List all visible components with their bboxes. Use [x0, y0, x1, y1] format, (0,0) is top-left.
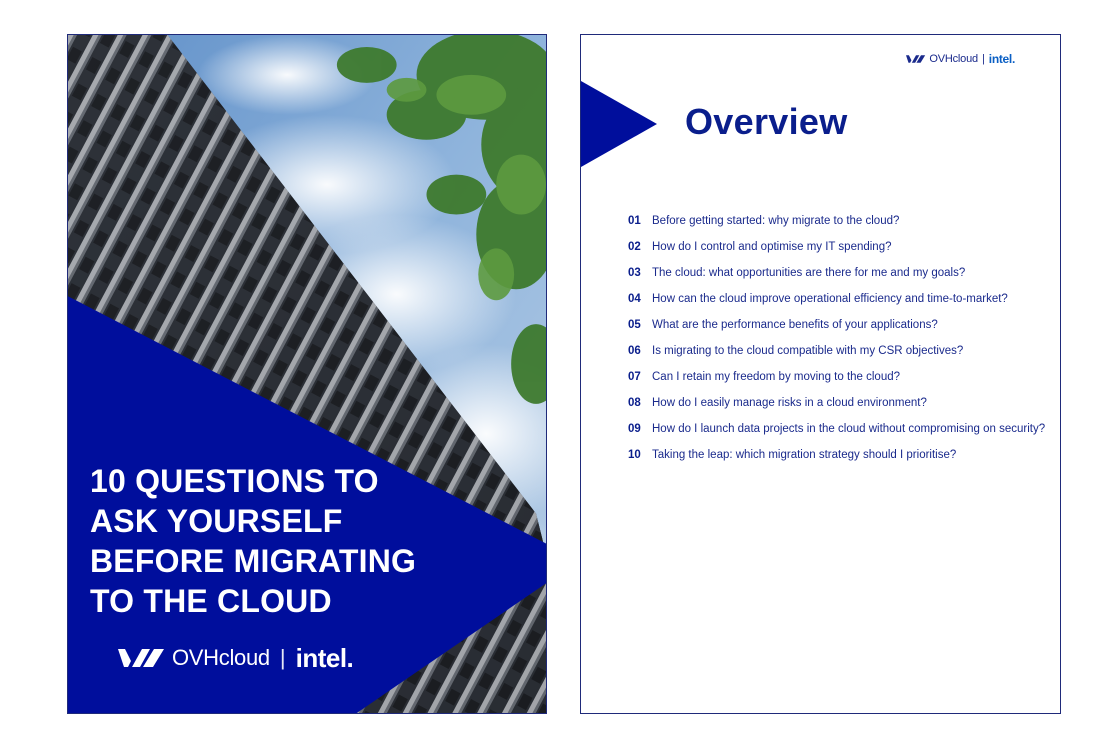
table-of-contents [628, 208, 1048, 468]
toc-item[interactable] [628, 416, 1048, 442]
toc-item[interactable] [628, 260, 1048, 286]
toc-item-text: How can the cloud improve operational efficiency and time-to-market? [652, 293, 1008, 305]
cover-title-line: BEFORE MIGRATING [90, 543, 417, 579]
toc-item-number: 06 [628, 345, 641, 357]
toc-item-number: 08 [628, 397, 641, 409]
header-logo [906, 52, 1015, 66]
toc-item-number: 09 [628, 423, 641, 435]
cover-title-line: ASK YOURSELF [90, 503, 343, 539]
toc-item[interactable] [628, 338, 1048, 364]
cover-title-line: 10 QUESTIONS TO [90, 463, 379, 499]
toc-item-text: Taking the leap: which migration strategy should I prioritise? [652, 449, 957, 461]
cover-title-line: TO THE CLOUD [90, 583, 332, 619]
toc-item-text: How do I launch data projects in the cloud without compromising on security? [652, 423, 1046, 435]
toc-item-text: What are the performance benefits of your applications? [652, 319, 938, 331]
toc-item[interactable] [628, 364, 1048, 390]
intel-wordmark: intel. [295, 642, 354, 673]
overview-page [580, 34, 1061, 714]
cover-logo [118, 641, 353, 675]
toc-item-text: Before getting started: why migrate to the cloud? [652, 215, 900, 227]
toc-item[interactable] [628, 442, 1048, 468]
logo-separator: | [279, 645, 286, 670]
ovhcloud-wordmark: OVHcloud [929, 53, 978, 65]
ovhcloud-logo-icon [118, 647, 166, 669]
intel-wordmark: intel. [988, 52, 1015, 66]
toc-item[interactable] [628, 208, 1048, 234]
toc-item-number: 10 [628, 449, 641, 461]
toc-item-number: 01 [628, 215, 641, 227]
toc-item[interactable] [628, 312, 1048, 338]
toc-item-number: 04 [628, 293, 641, 305]
toc-item[interactable] [628, 234, 1048, 260]
toc-item[interactable] [628, 390, 1048, 416]
toc-item-text: How do I control and optimise my IT spending? [652, 241, 892, 253]
toc-item-text: Is migrating to the cloud compatible with my CSR objectives? [652, 345, 964, 357]
ovhcloud-wordmark: OVHcloud [172, 645, 270, 670]
logo-separator: | [981, 53, 985, 65]
heading-triangle-icon [581, 81, 657, 167]
toc-item-number: 02 [628, 241, 641, 253]
toc-item-number: 05 [628, 319, 641, 331]
toc-item-text: The cloud: what opportunities are there for me and my goals? [652, 267, 966, 279]
page-title: Overview [685, 101, 848, 142]
toc-item-number: 07 [628, 371, 641, 383]
cover-title [90, 461, 490, 621]
ovhcloud-logo-icon [906, 54, 926, 64]
toc-item-text: Can I retain my freedom by moving to the cloud? [652, 371, 901, 383]
cover-page [67, 34, 547, 714]
toc-item-text: How do I easily manage risks in a cloud environment? [652, 397, 927, 409]
toc-item-number: 03 [628, 267, 641, 279]
toc-item[interactable] [628, 286, 1048, 312]
